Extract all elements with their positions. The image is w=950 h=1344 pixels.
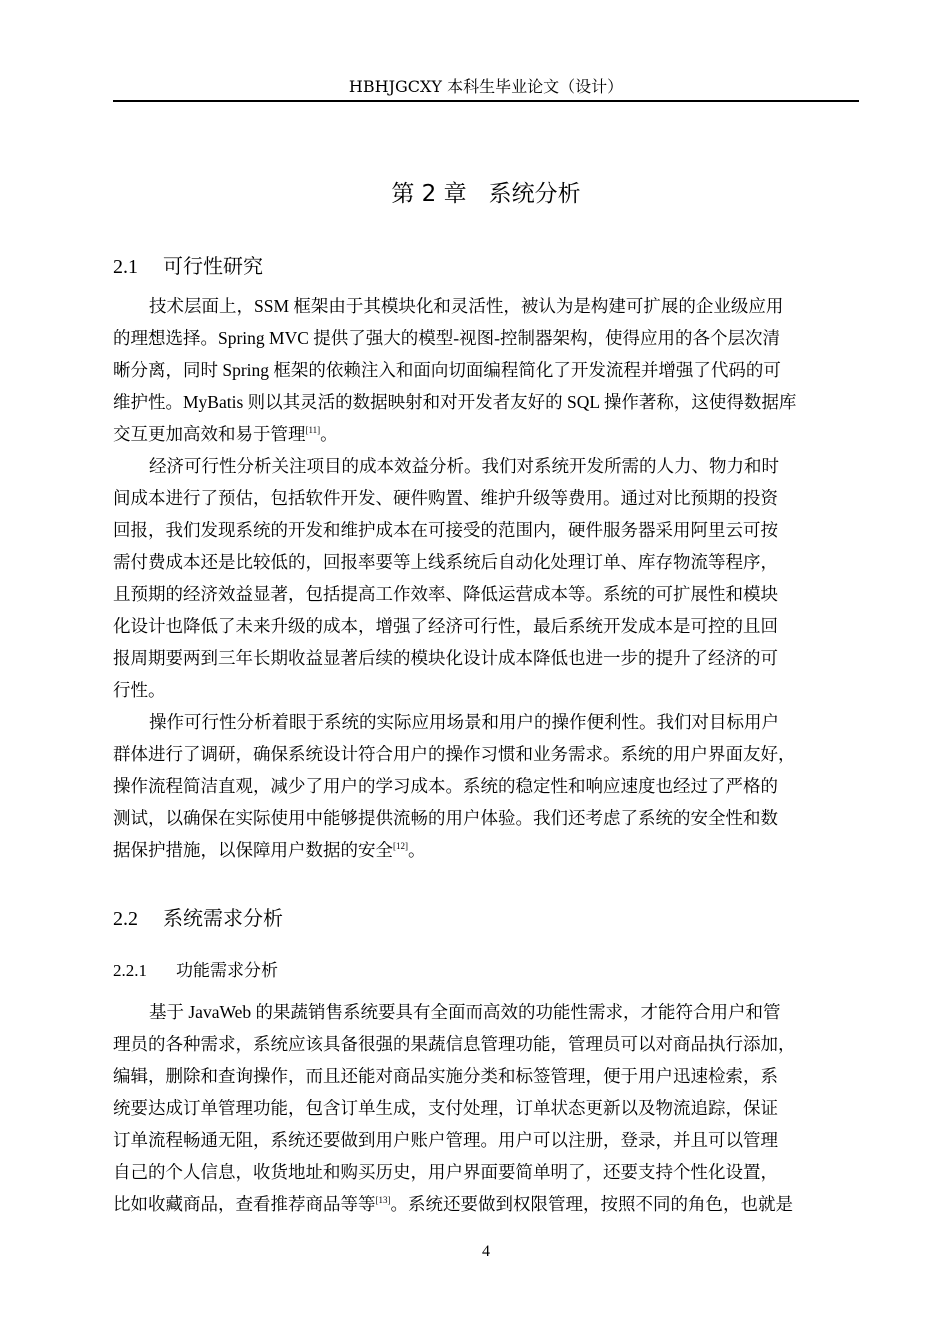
subsection-title: 功能需求分析 xyxy=(176,961,278,981)
page-number: 4 xyxy=(482,1243,490,1260)
subsection-number: 2.2.1 xyxy=(113,961,147,980)
paragraph-line: 统要达成订单管理功能，包含订单生成，支付处理，订单状态更新以及物流追踪，保证 xyxy=(113,1098,778,1118)
paragraph-line: 测试，以确保在实际使用中能够提供流畅的用户体验。我们还考虑了系统的安全性和数 xyxy=(113,808,778,828)
paragraph-line: 化设计也降低了未来升级的成本，增强了经济可行性，最后系统开发成本是可控的且回 xyxy=(113,616,778,636)
paragraph-line xyxy=(113,834,859,866)
paragraph-functional-requirements xyxy=(113,996,859,1220)
section-heading-2-1 xyxy=(113,252,263,281)
section-title: 可行性研究 xyxy=(163,254,263,278)
line-text: 交互更加高效和易于管理 xyxy=(113,424,306,444)
paragraph-line: 间成本进行了预估，包括软件开发、硬件购置、维护升级等费用。通过对比预期的投资 xyxy=(113,488,778,508)
paragraph-line: 编辑，删除和查询操作，而且还能对商品实施分类和标签管理，便于用户迅速检索，系 xyxy=(113,1066,778,1086)
paragraph-line xyxy=(113,1188,859,1220)
chapter-label: 第 2 章 xyxy=(391,181,467,207)
paragraph-line: 晰分离，同时 Spring 框架的依赖注入和面向切面编程简化了开发流程并增强了代码的可 xyxy=(113,360,781,380)
paragraph-line: 维护性。MyBatis 则以其灵活的数据映射和对开发者友好的 SQL 操作著称，这使得数据库 xyxy=(113,392,797,412)
paragraph-line: 基于 JavaWeb 的果蔬销售系统要具有全面而高效的功能性需求，才能符合用户和管 xyxy=(149,1002,781,1022)
running-header: HBHJGCXY 本科生毕业论文（设计） xyxy=(348,77,624,96)
paragraph-line xyxy=(113,418,859,450)
paragraph-line: 的理想选择。Spring MVC 提供了强大的模型-视图-控制器架构，使得应用的各个层次清 xyxy=(113,328,780,348)
citation: [11] xyxy=(305,425,321,435)
line-text: 。系统还要做到权限管理，按照不同的角色，也就是 xyxy=(390,1194,793,1214)
paragraph-line: 需付费成本还是比较低的，回报率要等上线系统后自动化处理订单、库存物流等程序， xyxy=(113,552,778,572)
citation: [13] xyxy=(375,1195,391,1205)
paragraph-operational-feasibility xyxy=(113,706,859,866)
paragraph-line: 操作可行性分析着眼于系统的实际应用场景和用户的操作便利性。我们对目标用户 xyxy=(149,712,779,732)
paragraph-line: 订单流程畅通无阻，系统还要做到用户账户管理。用户可以注册，登录，并且可以管理 xyxy=(113,1130,778,1150)
paragraph-line: 行性。 xyxy=(113,680,166,700)
subsection-heading-2-2-1 xyxy=(113,959,278,983)
header-rule xyxy=(113,100,859,102)
paragraph-line: 理员的各种需求，系统应该具备很强的果蔬信息管理功能，管理员可以对商品执行添加， xyxy=(113,1034,796,1054)
paragraph-line: 经济可行性分析关注项目的成本效益分析。我们对系统开发所需的人力、物力和时 xyxy=(149,456,779,476)
paragraph-line: 报周期要两到三年长期收益显著后续的模块化设计成本降低也进一步的提升了经济的可 xyxy=(113,648,778,668)
paragraph-line: 技术层面上，SSM 框架由于其模块化和灵活性，被认为是构建可扩展的企业级应用 xyxy=(149,296,784,316)
section-title: 系统需求分析 xyxy=(163,906,283,930)
paragraph-line: 且预期的经济效益显著，包括提高工作效率、降低运营成本等。系统的可扩展性和模块 xyxy=(113,584,778,604)
paragraph-line: 操作流程简洁直观，减少了用户的学习成本。系统的稳定性和响应速度也经过了严格的 xyxy=(113,776,778,796)
section-number: 2.2 xyxy=(113,908,138,930)
chapter-title xyxy=(113,178,859,210)
line-text: 比如收藏商品，查看推荐商品等等 xyxy=(113,1194,376,1214)
paragraph-line: 回报，我们发现系统的开发和维护成本在可接受的范围内，硬件服务器采用阿里云可按 xyxy=(113,520,778,540)
section-heading-2-2 xyxy=(113,904,283,933)
line-end: 。 xyxy=(408,840,426,860)
chapter-name: 系统分析 xyxy=(488,181,581,207)
citation: [12] xyxy=(393,841,408,851)
section-number: 2.1 xyxy=(113,256,138,278)
line-end: 。 xyxy=(320,424,338,444)
paragraph-line: 群体进行了调研，确保系统设计符合用户的操作习惯和业务需求。系统的用户界面友好， xyxy=(113,744,796,764)
line-text: 据保护措施，以保障用户数据的安全 xyxy=(113,840,393,860)
paragraph-technical-feasibility xyxy=(113,290,859,450)
paragraph-line: 自己的个人信息，收货地址和购买历史，用户界面要简单明了，还要支持个性化设置， xyxy=(113,1162,778,1182)
paragraph-economic-feasibility xyxy=(113,450,859,706)
